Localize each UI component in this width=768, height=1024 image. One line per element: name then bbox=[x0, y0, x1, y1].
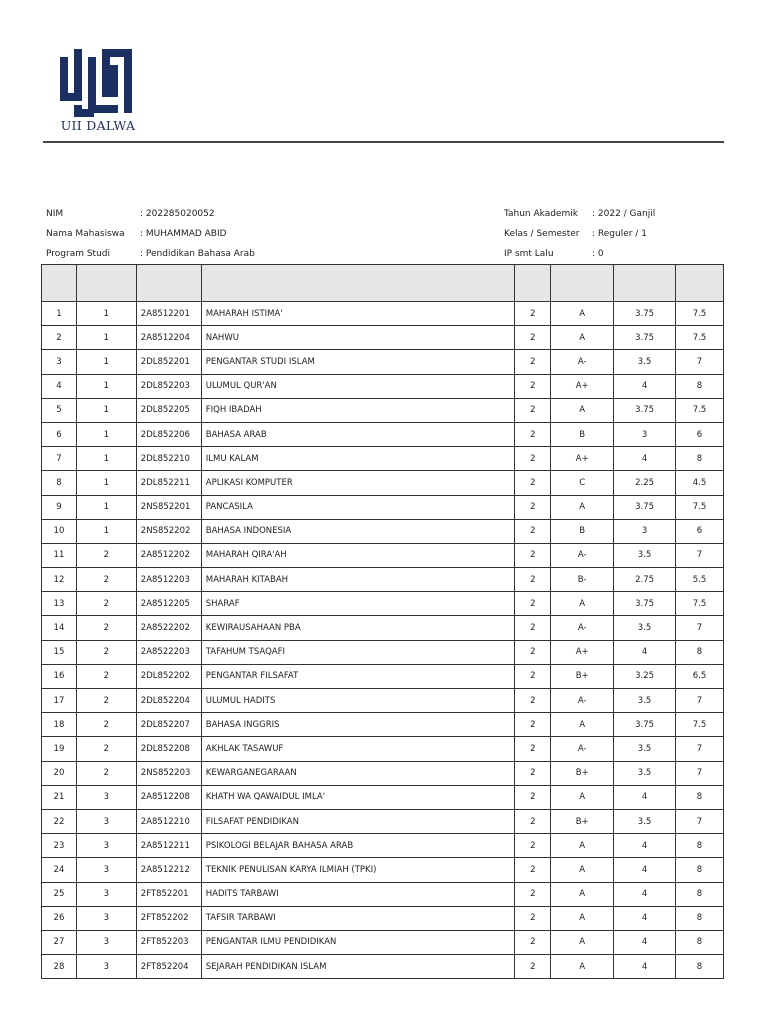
row-number-cell: 12 bbox=[42, 568, 77, 592]
weighted-score-cell: 8 bbox=[676, 447, 724, 471]
header-cell bbox=[676, 265, 724, 302]
row-number-cell: 1 bbox=[42, 302, 77, 326]
table-row bbox=[42, 495, 724, 519]
grade-cell: A- bbox=[551, 350, 614, 374]
grade-cell: A bbox=[551, 785, 614, 809]
weighted-score-cell: 4.5 bbox=[676, 471, 724, 495]
table-row bbox=[42, 350, 724, 374]
course-name-cell: PANCASILA bbox=[201, 495, 515, 519]
table-row bbox=[42, 519, 724, 543]
credits-cell: 2 bbox=[515, 568, 551, 592]
grade-point-cell: 2.75 bbox=[614, 568, 676, 592]
weighted-score-cell: 7.5 bbox=[676, 592, 724, 616]
course-code-cell: 2DL852202 bbox=[136, 664, 201, 688]
table-row bbox=[42, 568, 724, 592]
row-number-cell: 4 bbox=[42, 374, 77, 398]
weighted-score-cell: 8 bbox=[676, 955, 724, 979]
course-name-cell: BAHASA INDONESIA bbox=[201, 519, 515, 543]
class-label: Kelas / Semester bbox=[504, 229, 580, 239]
row-number-cell: 19 bbox=[42, 737, 77, 761]
credits-cell: 2 bbox=[515, 858, 551, 882]
table-row bbox=[42, 543, 724, 567]
grade-point-cell: 4 bbox=[614, 858, 676, 882]
semester-cell: 2 bbox=[76, 543, 136, 567]
course-name-cell: PENGANTAR STUDI ISLAM bbox=[201, 350, 515, 374]
course-code-cell: 2DL852206 bbox=[136, 422, 201, 446]
semester-cell: 1 bbox=[76, 471, 136, 495]
header-cell bbox=[42, 265, 77, 302]
course-table-body bbox=[42, 302, 724, 979]
row-number-cell: 8 bbox=[42, 471, 77, 495]
grade-point-cell: 3.75 bbox=[614, 592, 676, 616]
table-row bbox=[42, 955, 724, 979]
nim-value: : 202285020052 bbox=[140, 209, 215, 219]
grade-cell: B+ bbox=[551, 761, 614, 785]
course-name-cell: PENGANTAR ILMU PENDIDIKAN bbox=[201, 930, 515, 954]
year-label: Tahun Akademik bbox=[504, 209, 578, 219]
course-code-cell: 2A8512204 bbox=[136, 326, 201, 350]
row-number-cell: 27 bbox=[42, 930, 77, 954]
course-code-cell: 2A8512202 bbox=[136, 543, 201, 567]
grade-point-cell: 3.75 bbox=[614, 326, 676, 350]
semester-cell: 2 bbox=[76, 689, 136, 713]
course-name-cell: TAFAHUM TSAQAFI bbox=[201, 640, 515, 664]
row-number-cell: 9 bbox=[42, 495, 77, 519]
ip-label: IP smt Lalu bbox=[504, 249, 554, 259]
weighted-score-cell: 7 bbox=[676, 350, 724, 374]
weighted-score-cell: 8 bbox=[676, 834, 724, 858]
grade-cell: A bbox=[551, 713, 614, 737]
semester-cell: 3 bbox=[76, 785, 136, 809]
credits-cell: 2 bbox=[515, 302, 551, 326]
table-row bbox=[42, 398, 724, 422]
course-code-cell: 2DL852207 bbox=[136, 713, 201, 737]
credits-cell: 2 bbox=[515, 955, 551, 979]
course-code-cell: 2A8512208 bbox=[136, 785, 201, 809]
grade-cell: A bbox=[551, 592, 614, 616]
grade-point-cell: 4 bbox=[614, 834, 676, 858]
credits-cell: 2 bbox=[515, 471, 551, 495]
weighted-score-cell: 7.5 bbox=[676, 398, 724, 422]
weighted-score-cell: 7.5 bbox=[676, 326, 724, 350]
year-value: : 2022 / Ganjil bbox=[592, 209, 656, 219]
semester-cell: 2 bbox=[76, 737, 136, 761]
credits-cell: 2 bbox=[515, 519, 551, 543]
weighted-score-cell: 7 bbox=[676, 616, 724, 640]
weighted-score-cell: 8 bbox=[676, 785, 724, 809]
course-name-cell: NAHWU bbox=[201, 326, 515, 350]
credits-cell: 2 bbox=[515, 447, 551, 471]
row-number-cell: 6 bbox=[42, 422, 77, 446]
course-code-cell: 2FT852201 bbox=[136, 882, 201, 906]
course-code-cell: 2DL852210 bbox=[136, 447, 201, 471]
program-row bbox=[46, 249, 486, 261]
weighted-score-cell: 5.5 bbox=[676, 568, 724, 592]
course-code-cell: 2DL852208 bbox=[136, 737, 201, 761]
grade-cell: A bbox=[551, 930, 614, 954]
grade-cell: C bbox=[551, 471, 614, 495]
nim-row bbox=[46, 209, 486, 221]
grades-table bbox=[41, 264, 724, 979]
semester-cell: 1 bbox=[76, 374, 136, 398]
course-code-cell: 2FT852202 bbox=[136, 906, 201, 930]
table-row bbox=[42, 640, 724, 664]
grade-point-cell: 3.5 bbox=[614, 809, 676, 833]
row-number-cell: 20 bbox=[42, 761, 77, 785]
course-name-cell: SEJARAH PENDIDIKAN ISLAM bbox=[201, 955, 515, 979]
course-code-cell: 2A8522203 bbox=[136, 640, 201, 664]
table-row bbox=[42, 737, 724, 761]
credits-cell: 2 bbox=[515, 906, 551, 930]
year-row bbox=[504, 209, 724, 221]
semester-cell: 2 bbox=[76, 640, 136, 664]
course-code-cell: 2A8512212 bbox=[136, 858, 201, 882]
weighted-score-cell: 7.5 bbox=[676, 495, 724, 519]
course-name-cell: BAHASA ARAB bbox=[201, 422, 515, 446]
course-name-cell: PSIKOLOGI BELAJAR BAHASA ARAB bbox=[201, 834, 515, 858]
grade-point-cell: 4 bbox=[614, 640, 676, 664]
credits-cell: 2 bbox=[515, 930, 551, 954]
row-number-cell: 13 bbox=[42, 592, 77, 616]
course-code-cell: 2DL852204 bbox=[136, 689, 201, 713]
nim-label: NIM bbox=[46, 209, 64, 219]
semester-cell: 2 bbox=[76, 592, 136, 616]
semester-cell: 3 bbox=[76, 809, 136, 833]
credits-cell: 2 bbox=[515, 834, 551, 858]
semester-cell: 2 bbox=[76, 713, 136, 737]
grade-point-cell: 3.5 bbox=[614, 616, 676, 640]
course-name-cell: KEWARGANEGARAAN bbox=[201, 761, 515, 785]
header-divider bbox=[43, 141, 724, 143]
weighted-score-cell: 7 bbox=[676, 761, 724, 785]
semester-cell: 3 bbox=[76, 930, 136, 954]
name-label: Nama Mahasiswa bbox=[46, 229, 125, 239]
table-row bbox=[42, 906, 724, 930]
semester-cell: 3 bbox=[76, 955, 136, 979]
class-row bbox=[504, 229, 724, 241]
course-code-cell: 2A8522202 bbox=[136, 616, 201, 640]
grade-point-cell: 4 bbox=[614, 906, 676, 930]
credits-cell: 2 bbox=[515, 398, 551, 422]
course-name-cell: KHATH WA QAWAIDUL IMLA' bbox=[201, 785, 515, 809]
course-name-cell: AKHLAK TASAWUF bbox=[201, 737, 515, 761]
grade-point-cell: 3.5 bbox=[614, 737, 676, 761]
row-number-cell: 24 bbox=[42, 858, 77, 882]
row-number-cell: 10 bbox=[42, 519, 77, 543]
name-value: : MUHAMMAD ABID bbox=[140, 229, 227, 239]
course-name-cell: MAHARAH ISTIMA' bbox=[201, 302, 515, 326]
grade-cell: A bbox=[551, 398, 614, 422]
grade-point-cell: 3.75 bbox=[614, 495, 676, 519]
header-cell bbox=[551, 265, 614, 302]
credits-cell: 2 bbox=[515, 543, 551, 567]
course-code-cell: 2A8512203 bbox=[136, 568, 201, 592]
semester-cell: 3 bbox=[76, 906, 136, 930]
credits-cell: 2 bbox=[515, 616, 551, 640]
weighted-score-cell: 8 bbox=[676, 882, 724, 906]
grade-point-cell: 3.5 bbox=[614, 543, 676, 567]
table-row bbox=[42, 616, 724, 640]
semester-cell: 1 bbox=[76, 447, 136, 471]
course-code-cell: 2A8512211 bbox=[136, 834, 201, 858]
header-cell bbox=[76, 265, 136, 302]
table-row bbox=[42, 689, 724, 713]
course-code-cell: 2NS852202 bbox=[136, 519, 201, 543]
course-name-cell: TAFSIR TARBAWI bbox=[201, 906, 515, 930]
course-name-cell: ULUMUL QUR'AN bbox=[201, 374, 515, 398]
semester-cell: 1 bbox=[76, 495, 136, 519]
grade-cell: A bbox=[551, 955, 614, 979]
course-code-cell: 2FT852203 bbox=[136, 930, 201, 954]
program-label: Program Studi bbox=[46, 249, 110, 259]
row-number-cell: 17 bbox=[42, 689, 77, 713]
grade-cell: A- bbox=[551, 689, 614, 713]
weighted-score-cell: 8 bbox=[676, 906, 724, 930]
semester-cell: 1 bbox=[76, 326, 136, 350]
course-name-cell: MAHARAH KITABAH bbox=[201, 568, 515, 592]
course-name-cell: PENGANTAR FILSAFAT bbox=[201, 664, 515, 688]
table-row bbox=[42, 761, 724, 785]
grade-point-cell: 3.5 bbox=[614, 689, 676, 713]
grade-point-cell: 3.25 bbox=[614, 664, 676, 688]
credits-cell: 2 bbox=[515, 689, 551, 713]
course-name-cell: TEKNIK PENULISAN KARYA ILMIAH (TPKI) bbox=[201, 858, 515, 882]
weighted-score-cell: 7.5 bbox=[676, 302, 724, 326]
program-value: : Pendidikan Bahasa Arab bbox=[140, 249, 255, 259]
weighted-score-cell: 7 bbox=[676, 809, 724, 833]
table-header-row bbox=[42, 265, 724, 302]
course-name-cell: FILSAFAT PENDIDIKAN bbox=[201, 809, 515, 833]
grade-point-cell: 3 bbox=[614, 422, 676, 446]
row-number-cell: 23 bbox=[42, 834, 77, 858]
credits-cell: 2 bbox=[515, 737, 551, 761]
credits-cell: 2 bbox=[515, 809, 551, 833]
credits-cell: 2 bbox=[515, 761, 551, 785]
semester-cell: 2 bbox=[76, 664, 136, 688]
credits-cell: 2 bbox=[515, 713, 551, 737]
grade-cell: B bbox=[551, 422, 614, 446]
grade-cell: B+ bbox=[551, 664, 614, 688]
header-cell bbox=[614, 265, 676, 302]
course-code-cell: 2DL852201 bbox=[136, 350, 201, 374]
weighted-score-cell: 8 bbox=[676, 930, 724, 954]
semester-cell: 3 bbox=[76, 834, 136, 858]
table-row bbox=[42, 858, 724, 882]
row-number-cell: 22 bbox=[42, 809, 77, 833]
weighted-score-cell: 6.5 bbox=[676, 664, 724, 688]
table-row bbox=[42, 882, 724, 906]
course-code-cell: 2DL852205 bbox=[136, 398, 201, 422]
credits-cell: 2 bbox=[515, 350, 551, 374]
grade-point-cell: 4 bbox=[614, 955, 676, 979]
table-row bbox=[42, 713, 724, 737]
semester-cell: 1 bbox=[76, 350, 136, 374]
weighted-score-cell: 6 bbox=[676, 422, 724, 446]
table-row bbox=[42, 664, 724, 688]
course-name-cell: KEWIRAUSAHAAN PBA bbox=[201, 616, 515, 640]
grade-point-cell: 3 bbox=[614, 519, 676, 543]
grade-cell: A+ bbox=[551, 447, 614, 471]
table-row bbox=[42, 447, 724, 471]
semester-cell: 1 bbox=[76, 422, 136, 446]
grade-point-cell: 4 bbox=[614, 374, 676, 398]
row-number-cell: 2 bbox=[42, 326, 77, 350]
course-name-cell: ILMU KALAM bbox=[201, 447, 515, 471]
table-row bbox=[42, 471, 724, 495]
course-code-cell: 2A8512210 bbox=[136, 809, 201, 833]
class-value: : Reguler / 1 bbox=[592, 229, 647, 239]
grade-cell: B+ bbox=[551, 809, 614, 833]
row-number-cell: 25 bbox=[42, 882, 77, 906]
weighted-score-cell: 7.5 bbox=[676, 713, 724, 737]
row-number-cell: 14 bbox=[42, 616, 77, 640]
grade-cell: A- bbox=[551, 543, 614, 567]
weighted-score-cell: 7 bbox=[676, 543, 724, 567]
table-row bbox=[42, 930, 724, 954]
course-code-cell: 2DL852211 bbox=[136, 471, 201, 495]
grade-cell: B- bbox=[551, 568, 614, 592]
weighted-score-cell: 8 bbox=[676, 858, 724, 882]
grade-cell: A bbox=[551, 858, 614, 882]
table-row bbox=[42, 834, 724, 858]
grade-cell: A- bbox=[551, 616, 614, 640]
row-number-cell: 3 bbox=[42, 350, 77, 374]
credits-cell: 2 bbox=[515, 785, 551, 809]
table-row bbox=[42, 422, 724, 446]
credits-cell: 2 bbox=[515, 640, 551, 664]
grade-cell: A- bbox=[551, 737, 614, 761]
course-name-cell: MAHARAH QIRA'AH bbox=[201, 543, 515, 567]
course-name-cell: ULUMUL HADITS bbox=[201, 689, 515, 713]
grade-point-cell: 4 bbox=[614, 447, 676, 471]
header-cell bbox=[136, 265, 201, 302]
semester-cell: 2 bbox=[76, 568, 136, 592]
semester-cell: 2 bbox=[76, 761, 136, 785]
credits-cell: 2 bbox=[515, 422, 551, 446]
grade-cell: A bbox=[551, 326, 614, 350]
header-cell bbox=[201, 265, 515, 302]
row-number-cell: 5 bbox=[42, 398, 77, 422]
semester-cell: 3 bbox=[76, 858, 136, 882]
semester-cell: 3 bbox=[76, 882, 136, 906]
course-name-cell: HADITS TARBAWI bbox=[201, 882, 515, 906]
credits-cell: 2 bbox=[515, 664, 551, 688]
row-number-cell: 26 bbox=[42, 906, 77, 930]
table-row bbox=[42, 302, 724, 326]
course-code-cell: 2NS852201 bbox=[136, 495, 201, 519]
grade-point-cell: 4 bbox=[614, 930, 676, 954]
weighted-score-cell: 7 bbox=[676, 689, 724, 713]
semester-cell: 1 bbox=[76, 398, 136, 422]
ip-row bbox=[504, 249, 724, 261]
course-name-cell: SHARAF bbox=[201, 592, 515, 616]
table-row bbox=[42, 374, 724, 398]
row-number-cell: 21 bbox=[42, 785, 77, 809]
grade-cell: A+ bbox=[551, 374, 614, 398]
credits-cell: 2 bbox=[515, 326, 551, 350]
header-cell bbox=[515, 265, 551, 302]
course-code-cell: 2FT852204 bbox=[136, 955, 201, 979]
grade-point-cell: 2.25 bbox=[614, 471, 676, 495]
course-name-cell: BAHASA INGGRIS bbox=[201, 713, 515, 737]
table-row bbox=[42, 592, 724, 616]
grade-point-cell: 3.75 bbox=[614, 398, 676, 422]
grade-point-cell: 4 bbox=[614, 785, 676, 809]
semester-cell: 1 bbox=[76, 302, 136, 326]
weighted-score-cell: 8 bbox=[676, 640, 724, 664]
row-number-cell: 7 bbox=[42, 447, 77, 471]
grade-point-cell: 3.5 bbox=[614, 761, 676, 785]
course-code-cell: 2A8512201 bbox=[136, 302, 201, 326]
ip-value: : 0 bbox=[592, 249, 604, 259]
table-row bbox=[42, 785, 724, 809]
row-number-cell: 11 bbox=[42, 543, 77, 567]
weighted-score-cell: 6 bbox=[676, 519, 724, 543]
table-row bbox=[42, 809, 724, 833]
name-row bbox=[46, 229, 486, 241]
grade-cell: A bbox=[551, 495, 614, 519]
course-code-cell: 2A8512205 bbox=[136, 592, 201, 616]
course-name-cell: FIQH IBADAH bbox=[201, 398, 515, 422]
grade-cell: A bbox=[551, 302, 614, 326]
grade-cell: A+ bbox=[551, 640, 614, 664]
credits-cell: 2 bbox=[515, 495, 551, 519]
grade-cell: A bbox=[551, 906, 614, 930]
row-number-cell: 16 bbox=[42, 664, 77, 688]
row-number-cell: 15 bbox=[42, 640, 77, 664]
grade-cell: A bbox=[551, 834, 614, 858]
row-number-cell: 18 bbox=[42, 713, 77, 737]
grade-point-cell: 3.75 bbox=[614, 302, 676, 326]
credits-cell: 2 bbox=[515, 592, 551, 616]
weighted-score-cell: 8 bbox=[676, 374, 724, 398]
semester-cell: 2 bbox=[76, 616, 136, 640]
grade-point-cell: 3.75 bbox=[614, 713, 676, 737]
grade-cell: A bbox=[551, 882, 614, 906]
credits-cell: 2 bbox=[515, 374, 551, 398]
course-name-cell: APLIKASI KOMPUTER bbox=[201, 471, 515, 495]
credits-cell: 2 bbox=[515, 882, 551, 906]
course-code-cell: 2NS852203 bbox=[136, 761, 201, 785]
course-code-cell: 2DL852203 bbox=[136, 374, 201, 398]
logo-text: UII DALWA bbox=[60, 118, 136, 133]
weighted-score-cell: 7 bbox=[676, 737, 724, 761]
row-number-cell: 28 bbox=[42, 955, 77, 979]
grade-point-cell: 3.5 bbox=[614, 350, 676, 374]
table-row bbox=[42, 326, 724, 350]
semester-cell: 1 bbox=[76, 519, 136, 543]
grade-point-cell: 4 bbox=[614, 882, 676, 906]
grade-cell: B bbox=[551, 519, 614, 543]
